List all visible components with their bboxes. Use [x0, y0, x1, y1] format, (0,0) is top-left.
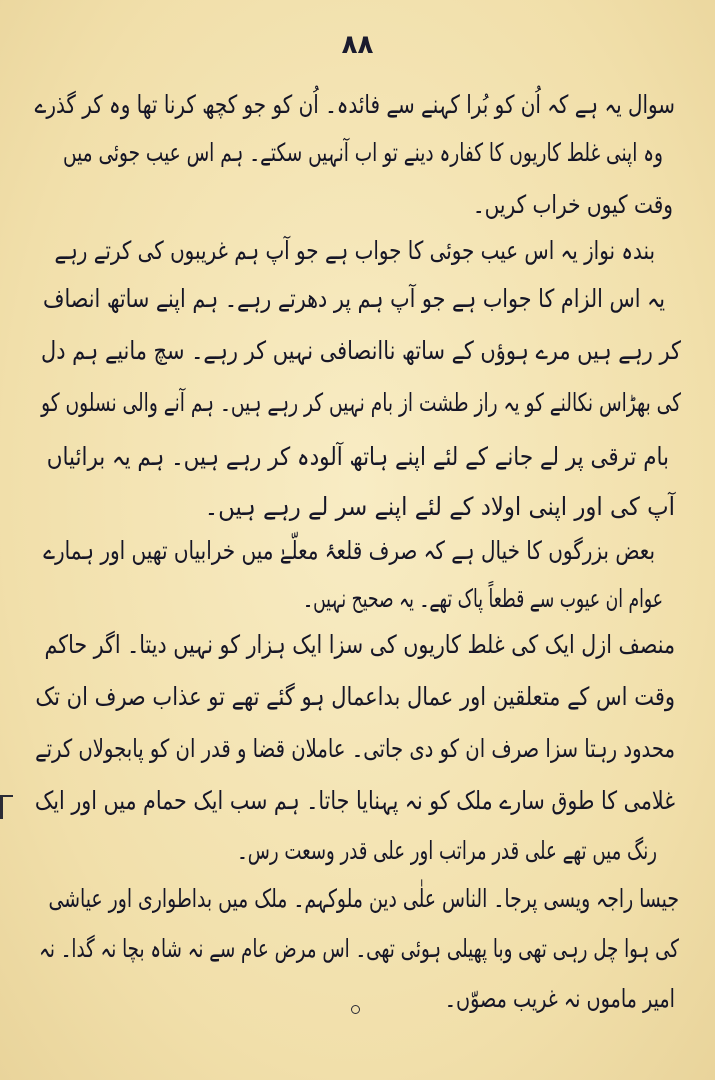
text-line: یہ اس الزام کا جواب ہے جو آپ ہم پر دھرتے رہے۔ ہم اپنے ساتھ انصاف [43, 284, 666, 313]
text-line: کی بھڑاس نکالنے کو یہ راز طشت از بام نہیں کر رہے ہیں۔ ہم آنے والی نسلوں کو [41, 388, 681, 417]
text-line: آپ کی اور اپنی اولاد کے لئے اپنے سر لے رہے ہیں۔ [204, 492, 676, 521]
text-line: غلامی کا طوق سارے ملک کو نہ پہنایا جاتا۔ ہم سب ایک حمام میں اور ایک [34, 786, 675, 815]
page-number: ۸۸ [341, 30, 374, 60]
text-line: بندہ نواز یہ اس عیب جوئی کا جواب ہے جو آپ ہم غریبوں کی کرتے رہے [54, 236, 655, 265]
text-line: وقت کیوں خراب کریں۔ [472, 190, 673, 219]
bottom-mark [351, 1005, 360, 1014]
text-line: وہ اپنی غلط کاریوں کا کفارہ دینے تو اب آنہیں سکتے۔ ہم اس عیب جوئی میں [63, 138, 664, 167]
text-line: سوال یہ ہے کہ اُن کو بُرا کہنے سے فائدہ۔ اُن کو جو کچھ کرنا تھا وہ کر گذرے [34, 90, 676, 119]
text-line: امیر ماموں نہ غریب مصوّں۔ [444, 984, 675, 1013]
text-line: وقت اس کے متعلقین اور عمال بداعمال ہو گئے تھے تو عذاب صرف ان تک [35, 682, 676, 711]
text-line: بام ترقی پر لے جانے کے لئے اپنے ہاتھ آلودہ کر رہے ہیں۔ ہم یہ برائیاں [46, 442, 670, 471]
text-line: عوام ان عیوب سے قطعاً پاک تھے۔ یہ صحیح نہیں۔ [303, 584, 663, 613]
margin-mark [0, 795, 13, 819]
text-line: جیسا راجہ ویسی پرجا۔ الناس علٰی دین ملوکہم۔ ملک میں بداطواری اور عیاشی [48, 884, 679, 913]
text-line: بعض بزرگوں کا خیال ہے کہ صرف قلعۂ معلّےٰ میں خرابیاں تھیں اور ہمارے [43, 536, 655, 565]
text-line: محدود رہتا سزا صرف ان کو دی جاتی۔ عاملان قضا و قدر ان کو پابجولاں کرتے [35, 734, 675, 763]
text-line: رنگ میں تھے علی قدر مراتب اور علی قدر وسعت رس۔ [237, 836, 657, 865]
text-line: منصف ازل ایک کی غلط کاریوں کی سزا ایک ہزار کو نہیں دیتا۔ اگر حاکم [44, 630, 675, 659]
text-line: کر رہے ہیں مرے ہوؤں کے ساتھ ناانصافی نہیں کر رہے۔ سچ مانیے ہم دل [41, 336, 681, 365]
text-line: کی ہوا چل رہی تھی وبا پھیلی ہوئی تھی۔ اس مرض عام سے نہ شاہ بچا نہ گدا۔ نہ [39, 934, 680, 963]
